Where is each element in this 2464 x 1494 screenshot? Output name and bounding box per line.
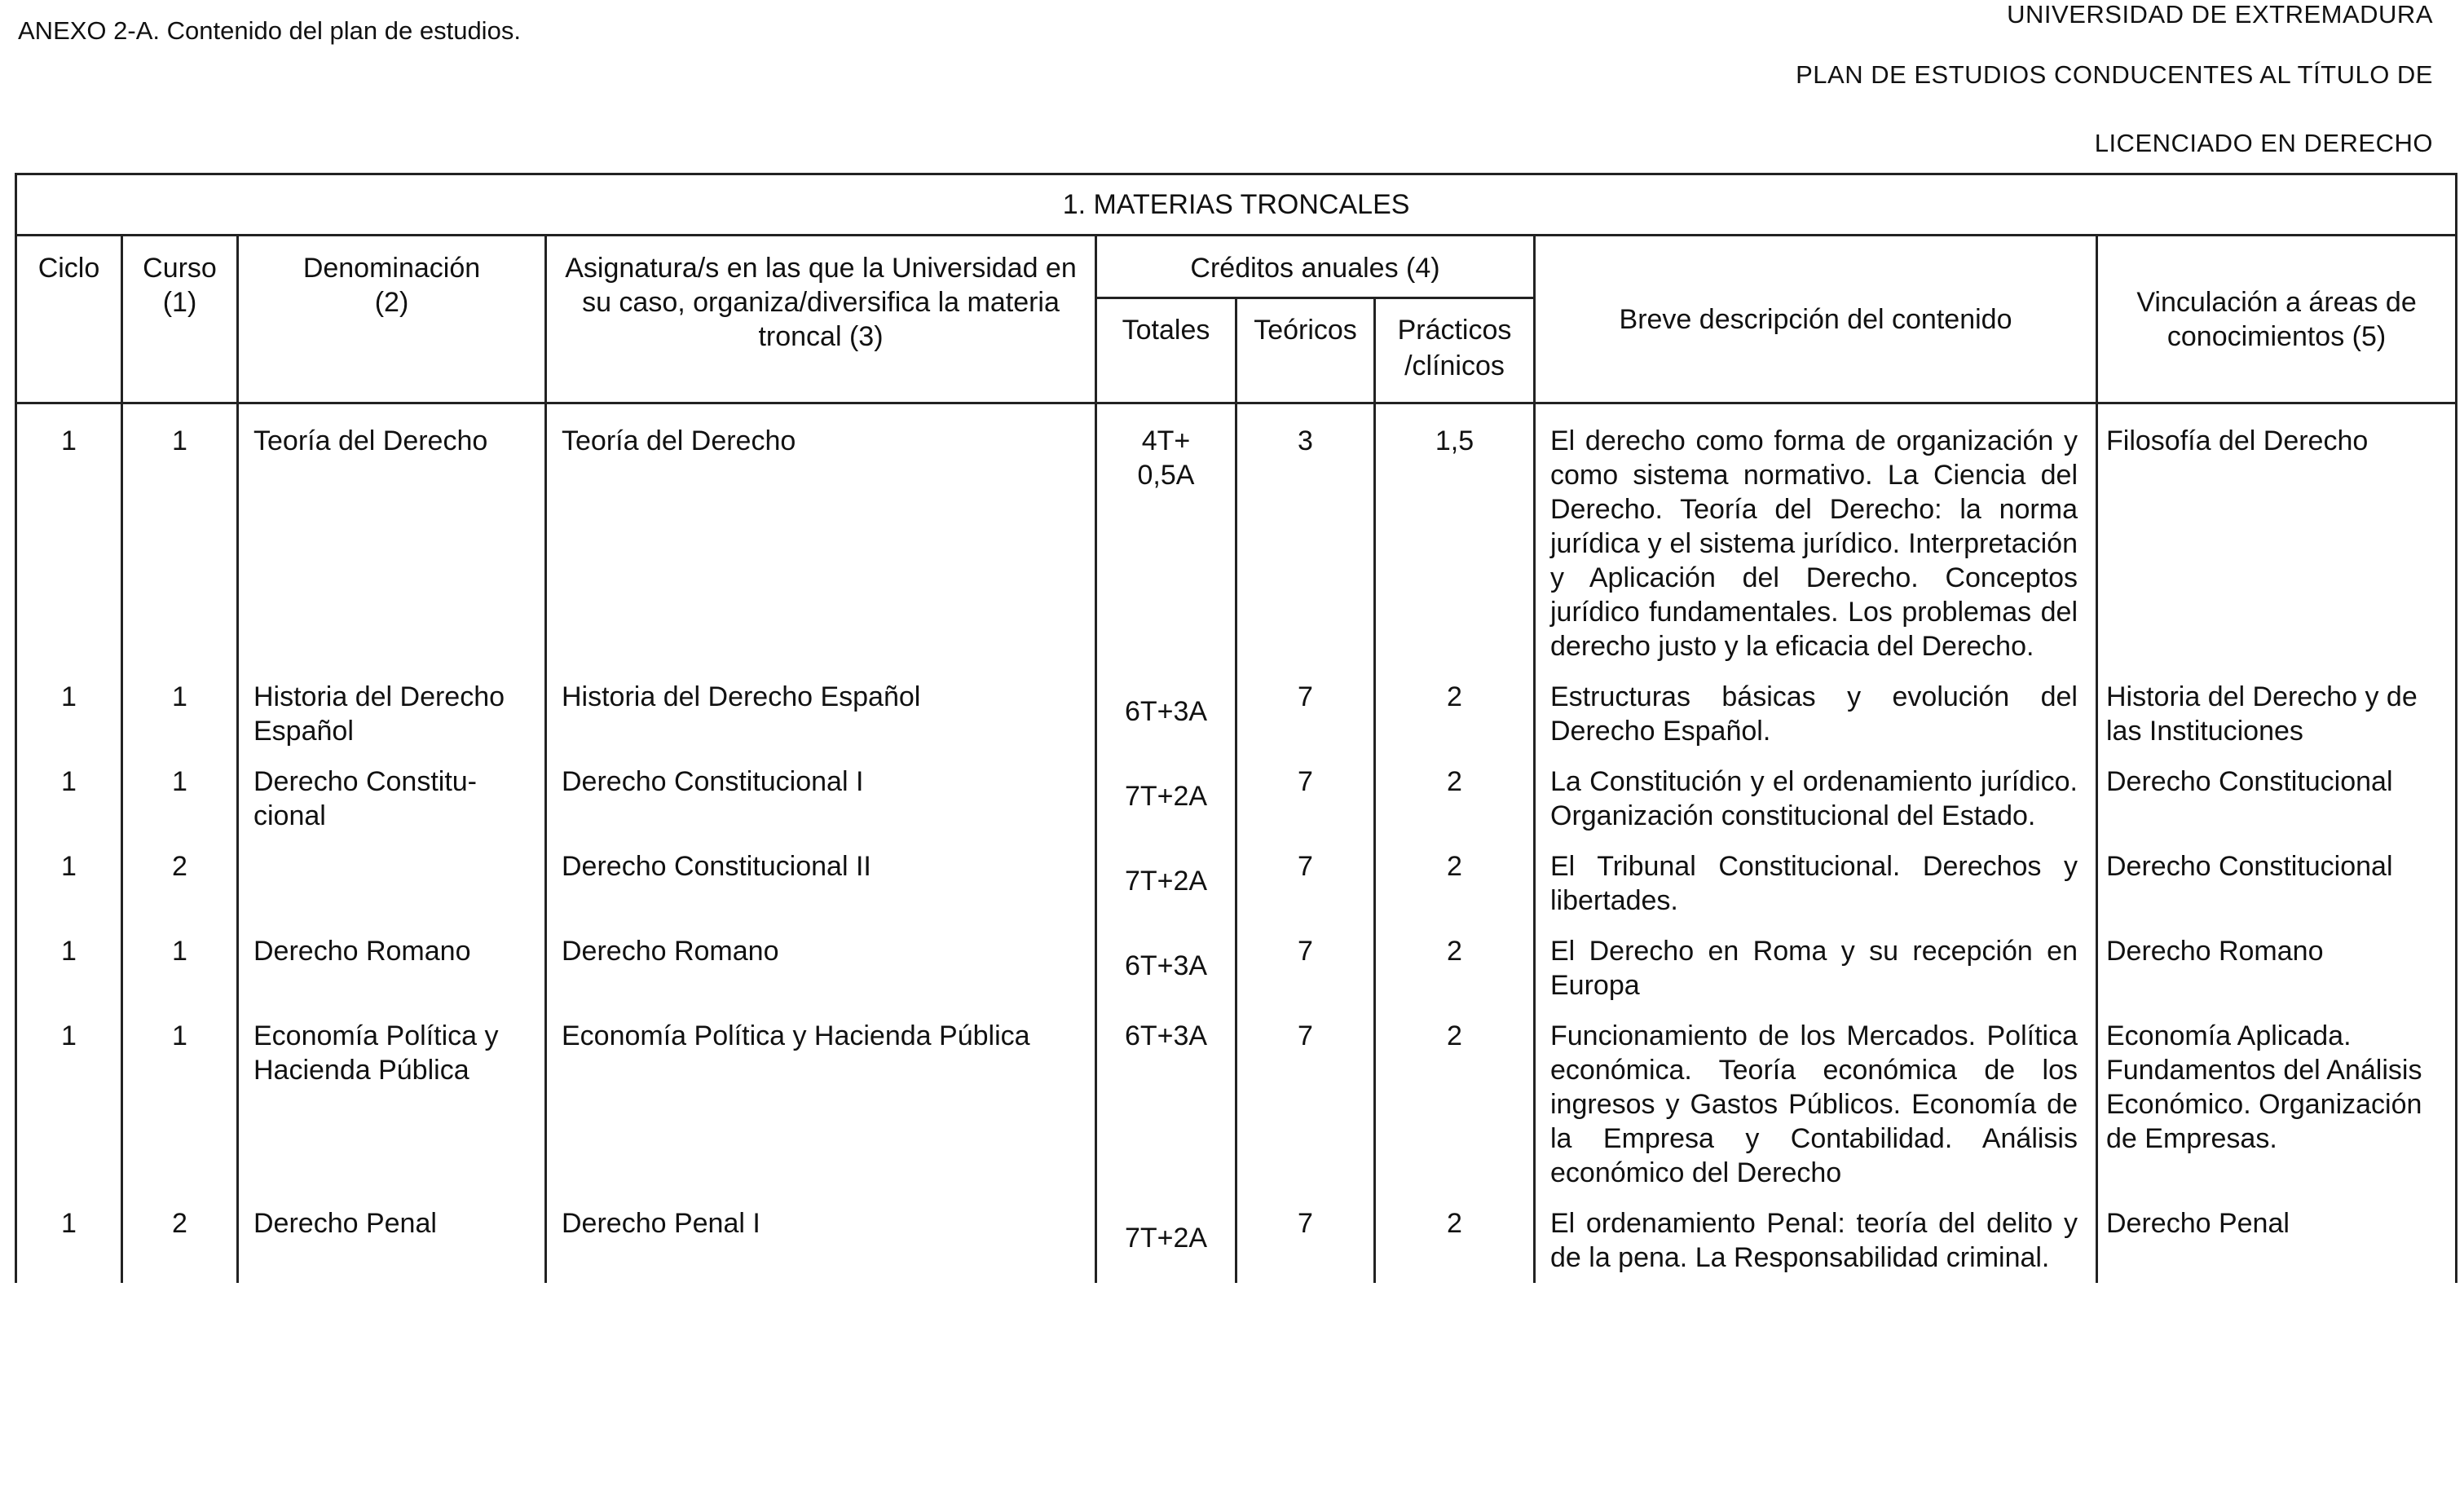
cell-descripcion: El derecho como forma de organización y como sistema normativo. La Ciencia del Derecho. Teoría del Derecho: la norma jurídica y el sistema jurídico. Interpretación y Aplicación del Derecho. Conceptos jurídico fundamentales. Los problemas del derecho justo y la eficacia del Derecho. xyxy=(1535,403,2097,672)
col-header-denominacion: Denominación (2) xyxy=(238,236,546,403)
cell-descripcion: La Constitución y el ordenamiento jurídico. Organización constitucional del Estado. xyxy=(1535,756,2097,841)
cell-practicos: 2 xyxy=(1375,756,1535,841)
cell-curso: 1 xyxy=(122,926,238,1011)
cell-asignatura: Teoría del Derecho xyxy=(546,403,1096,672)
col-header-totales: Totales xyxy=(1096,298,1236,403)
cell-teoricos: 7 xyxy=(1236,1198,1375,1283)
plan-title: PLAN DE ESTUDIOS CONDUCENTES AL TÍTULO DE xyxy=(1796,60,2433,89)
cell-asignatura: Derecho Romano xyxy=(546,926,1096,1011)
cell-descripcion: Funcionamiento de los Mercados. Política económica. Teoría económica de los ingresos y Gastos Públicos. Economía de la Empresa y Contabilidad. Análisis económico del Derecho xyxy=(1535,1011,2097,1198)
cell-asignatura: Derecho Penal I xyxy=(546,1198,1096,1283)
cell-descripcion: El Tribunal Constitucional. Derechos y libertades. xyxy=(1535,841,2097,926)
cell-vinculacion: Derecho Constitucional xyxy=(2097,841,2457,926)
cell-denominacion xyxy=(238,841,546,926)
university-name: UNIVERSIDAD DE EXTREMADURA xyxy=(2007,0,2433,29)
cell-denominacion: Derecho Constitu-cional xyxy=(238,756,546,841)
degree-title: LICENCIADO EN DERECHO xyxy=(2094,129,2433,157)
cell-totales: 6T+3A xyxy=(1096,1011,1236,1198)
cell-vinculacion: Derecho Constitucional xyxy=(2097,756,2457,841)
cell-ciclo: 1 xyxy=(16,841,122,926)
table-row xyxy=(16,1198,2457,1283)
cell-totales: 7T+2A xyxy=(1096,756,1236,841)
table-row xyxy=(16,756,2457,841)
cell-asignatura: Economía Política y Hacienda Pública xyxy=(546,1011,1096,1198)
cell-vinculacion: Derecho Romano xyxy=(2097,926,2457,1011)
cell-ciclo: 1 xyxy=(16,403,122,672)
table-row xyxy=(16,672,2457,756)
cell-totales: 4T+ 0,5A xyxy=(1096,403,1236,672)
cell-ciclo: 1 xyxy=(16,926,122,1011)
cell-denominacion: Derecho Penal xyxy=(238,1198,546,1283)
cell-vinculacion: Derecho Penal xyxy=(2097,1198,2457,1283)
annex-title: ANEXO 2-A. Contenido del plan de estudios. xyxy=(18,16,521,45)
col-header-ciclo: Ciclo xyxy=(16,236,122,403)
cell-asignatura: Historia del Derecho Español xyxy=(546,672,1096,756)
cell-curso: 2 xyxy=(122,841,238,926)
cell-practicos: 2 xyxy=(1375,672,1535,756)
cell-teoricos: 7 xyxy=(1236,672,1375,756)
cell-teoricos: 3 xyxy=(1236,403,1375,672)
section-title: 1. MATERIAS TRONCALES xyxy=(16,174,2457,236)
cell-denominacion: Derecho Romano xyxy=(238,926,546,1011)
cell-curso: 1 xyxy=(122,756,238,841)
cell-teoricos: 7 xyxy=(1236,926,1375,1011)
cell-ciclo: 1 xyxy=(16,1198,122,1283)
cell-totales: 6T+3A xyxy=(1096,672,1236,756)
table-row xyxy=(16,926,2457,1011)
cell-asignatura: Derecho Constitucional I xyxy=(546,756,1096,841)
col-header-creditos: Créditos anuales (4) xyxy=(1096,236,1535,298)
cell-curso: 1 xyxy=(122,403,238,672)
col-header-asignatura: Asignatura/s en las que la Universidad en su caso, organiza/diversifica la materia troncal (3) xyxy=(546,236,1096,403)
cell-practicos: 2 xyxy=(1375,1011,1535,1198)
cell-denominacion: Historia del Derecho Español xyxy=(238,672,546,756)
cell-descripcion: El Derecho en Roma y su recepción en Europa xyxy=(1535,926,2097,1011)
col-header-practicos: Prácticos /clínicos xyxy=(1375,298,1535,403)
cell-curso: 1 xyxy=(122,672,238,756)
table-row xyxy=(16,403,2457,672)
cell-curso: 2 xyxy=(122,1198,238,1283)
cell-practicos: 1,5 xyxy=(1375,403,1535,672)
cell-asignatura: Derecho Constitucional II xyxy=(546,841,1096,926)
col-header-descripcion: Breve descripción del contenido xyxy=(1535,236,2097,403)
cell-vinculacion: Historia del Derecho y de las Instituciones xyxy=(2097,672,2457,756)
cell-teoricos: 7 xyxy=(1236,1011,1375,1198)
cell-practicos: 2 xyxy=(1375,1198,1535,1283)
col-header-vinculacion: Vinculación a áreas de conocimientos (5) xyxy=(2097,236,2457,403)
cell-totales: 7T+2A xyxy=(1096,1198,1236,1283)
cell-totales: 6T+3A xyxy=(1096,926,1236,1011)
cell-ciclo: 1 xyxy=(16,672,122,756)
col-header-teoricos: Teóricos xyxy=(1236,298,1375,403)
cell-denominacion: Teoría del Derecho xyxy=(238,403,546,672)
cell-denominacion: Economía Política y Hacienda Pública xyxy=(238,1011,546,1198)
cell-teoricos: 7 xyxy=(1236,841,1375,926)
cell-practicos: 2 xyxy=(1375,841,1535,926)
col-header-curso: Curso (1) xyxy=(122,236,238,403)
cell-ciclo: 1 xyxy=(16,1011,122,1198)
cell-descripcion: El ordenamiento Penal: teoría del delito y de la pena. La Responsabilidad criminal. xyxy=(1535,1198,2097,1283)
cell-vinculacion: Filosofía del Derecho xyxy=(2097,403,2457,672)
cell-practicos: 2 xyxy=(1375,926,1535,1011)
cell-ciclo: 1 xyxy=(16,756,122,841)
table-row xyxy=(16,841,2457,926)
cell-teoricos: 7 xyxy=(1236,756,1375,841)
cell-curso: 1 xyxy=(122,1011,238,1198)
cell-descripcion: Estructuras básicas y evolución del Derecho Español. xyxy=(1535,672,2097,756)
table-row xyxy=(16,1011,2457,1198)
cell-vinculacion: Economía Aplicada. Fundamentos del Análisis Económico. Organización de Empresas. xyxy=(2097,1011,2457,1198)
cell-totales: 7T+2A xyxy=(1096,841,1236,926)
curriculum-table xyxy=(15,173,2457,1283)
